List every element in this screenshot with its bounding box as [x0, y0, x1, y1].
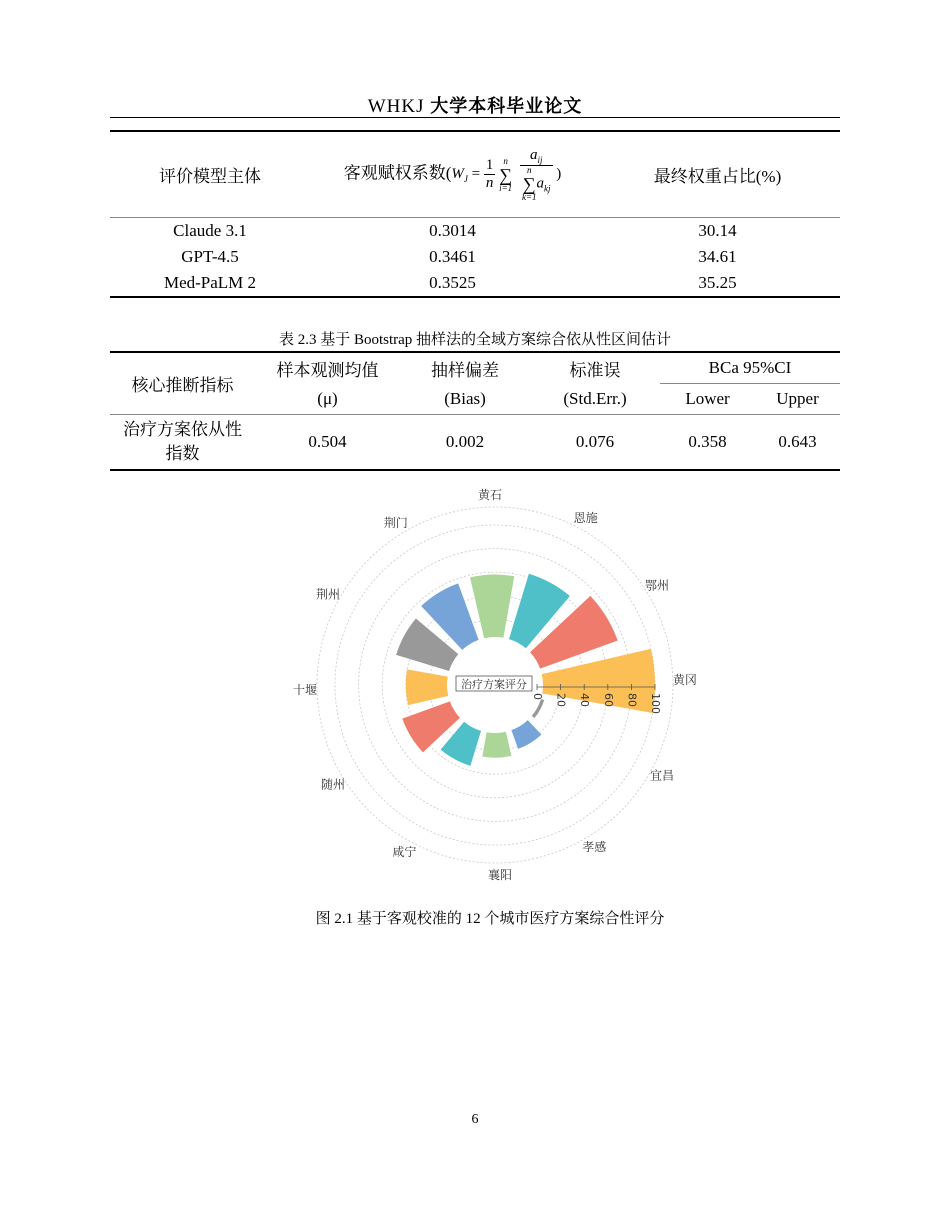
model-name: GPT-4.5 — [181, 247, 239, 266]
col-header-mean: 样本观测均值 — [276, 360, 379, 380]
col-header-model: 评价模型主体 — [159, 167, 261, 186]
header-title: 大学本科毕业论文 — [430, 96, 583, 117]
page-header — [110, 92, 840, 118]
chart-bars — [396, 574, 655, 766]
category-label: 咸宁 — [392, 844, 417, 859]
weight-percent: 35.25 — [698, 273, 737, 292]
category-label: 随州 — [320, 777, 346, 792]
radial-tick-label: 20 — [554, 693, 568, 707]
chart-title-box — [456, 676, 532, 691]
radial-tick-label: 0 — [531, 693, 544, 700]
col-header-weight-coef — [310, 131, 595, 218]
mean-value: 0.504 — [308, 432, 347, 451]
weight-coef: 0.3014 — [429, 221, 476, 240]
table-row — [110, 244, 840, 270]
table-row — [110, 415, 840, 471]
col-header-bias-symbol: (Bias) — [444, 388, 486, 408]
weight-percent: 34.61 — [698, 247, 737, 266]
radial-tick-label: 40 — [578, 693, 592, 707]
table-row — [110, 218, 840, 245]
bias-value: 0.002 — [445, 432, 485, 451]
category-label: 黄冈 — [672, 673, 697, 688]
weight-coef: 0.3525 — [429, 273, 476, 292]
figure-caption: 图 2.1 基于客观校准的 12 个城市医疗方案综合性评分 — [315, 911, 665, 927]
col-header-mean-symbol: (μ) — [317, 388, 338, 408]
weight-percent: 30.14 — [698, 221, 737, 240]
weight-table — [110, 130, 840, 298]
bootstrap-table — [110, 351, 840, 471]
model-name: Claude 3.1 — [173, 221, 247, 240]
ci-upper-value: 0.643 — [778, 432, 817, 451]
bar-12 — [532, 699, 544, 718]
table-row — [110, 270, 840, 297]
col-header-ci: BCa 95%CI — [660, 352, 840, 384]
header-rule — [110, 117, 840, 118]
chart-title: 治疗方案评分 — [461, 678, 527, 691]
weight-coef: 0.3461 — [429, 247, 476, 266]
col-header-final-weight: 最终权重占比(%) — [653, 167, 782, 186]
col-header-weight-label: 客观赋权系数( — [343, 163, 452, 183]
col-header-lower: Lower — [685, 389, 730, 408]
category-label: 荆门 — [383, 515, 408, 530]
category-label: 孝感 — [582, 840, 607, 855]
table-caption: 表 2.3 基于 Bootstrap 抽样法的全域方案综合依从性区间估计 — [278, 332, 672, 348]
bar-7 — [406, 669, 448, 705]
bar-10 — [482, 732, 511, 758]
indicator-name: 治疗方案依从性 指数 — [123, 420, 242, 463]
col-header-upper: Upper — [776, 389, 819, 408]
bar-11 — [511, 720, 541, 749]
page-number: 6 — [471, 1112, 479, 1127]
category-label: 宜昌 — [649, 768, 674, 783]
category-label: 恩施 — [573, 511, 598, 526]
radial-tick-label: 100 — [649, 693, 662, 714]
category-label: 襄阳 — [487, 867, 512, 882]
se-value: 0.076 — [575, 432, 615, 451]
category-label: 黄石 — [478, 488, 503, 503]
radial-tick-label: 80 — [625, 693, 639, 707]
category-label: 荆州 — [316, 587, 341, 602]
col-header-indicator: 核心推断指标 — [131, 376, 234, 395]
polar-bar-chart — [270, 488, 697, 882]
col-header-se-symbol: (Std.Err.) — [563, 388, 627, 408]
weight-formula: $W_J$ = $\frac{1}{n}$ n ∑ i=1 $a_{ij}$ n ∑ k=1 $a_{kj}$ ) — [451, 147, 562, 202]
model-name: Med-PaLM 2 — [163, 273, 257, 292]
category-label: 鄂州 — [644, 578, 670, 593]
col-header-bias: 抽样偏差 — [431, 360, 499, 380]
category-label: 十堰 — [293, 682, 318, 697]
col-header-se: 标准误 — [569, 360, 621, 380]
ci-lower-value: 0.358 — [688, 432, 727, 451]
bar-4 — [470, 575, 514, 639]
radial-tick-label: 60 — [601, 693, 615, 707]
header-prefix: WHKJ — [367, 96, 431, 117]
